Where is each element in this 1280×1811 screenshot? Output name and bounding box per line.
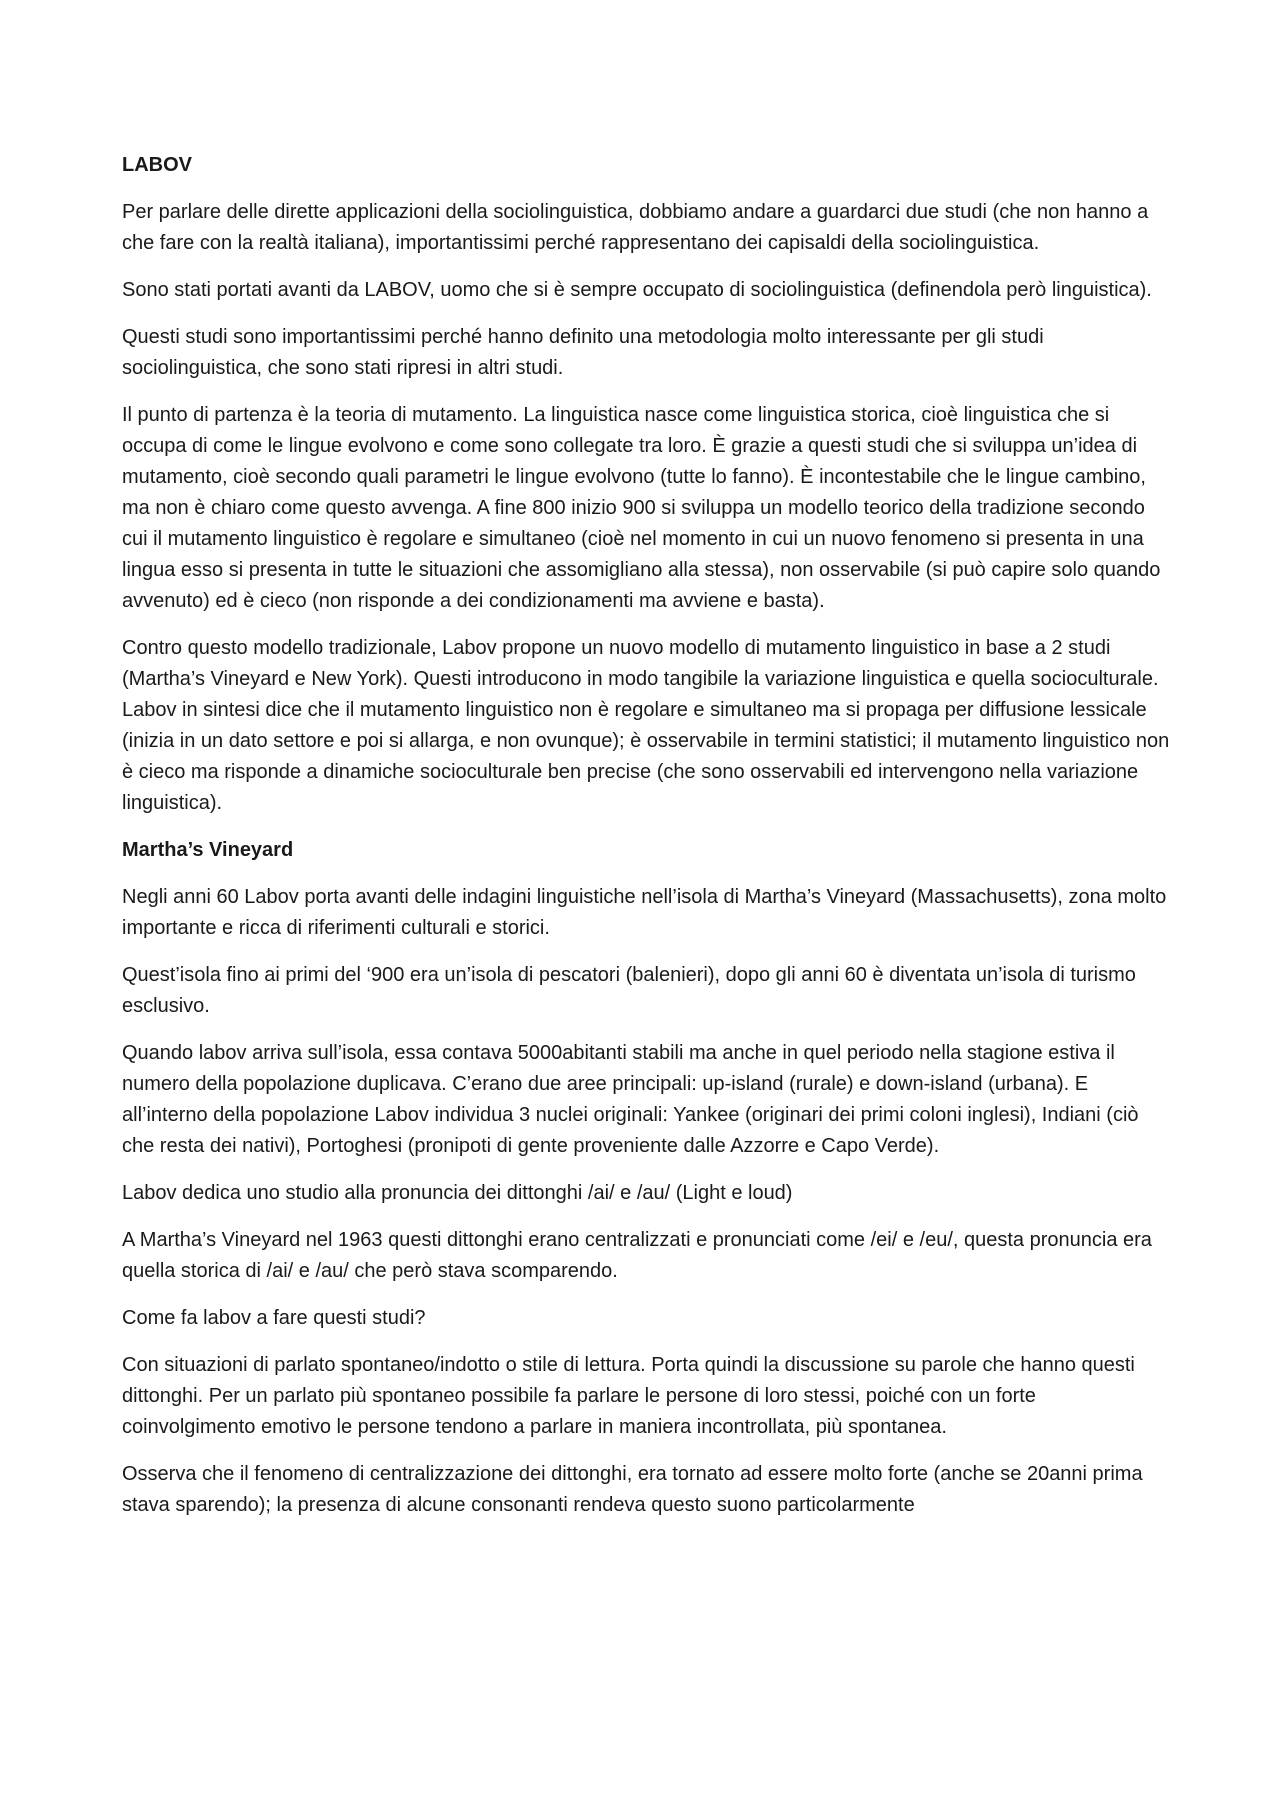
paragraph-new-model: Contro questo modello tradizionale, Labov propone un nuovo modello di mutamento linguistico in base a 2 studi (Martha’s Vineyard e New York). Questi introducono in modo tangibile la variazione linguistica e quella socioculturale. Labov in sintesi dice che il mutamento linguistico non è regolare e simultaneo ma si propaga per diffusione lessicale (inizia in un dato settore e poi si allarga, e non ovunque); è osservabile in termini statistici; il mutamento linguistico non è cieco ma risponde a dinamiche socioculturale ben precise (che sono osservabili ed intervengono nella variazione linguistica). xyxy=(122,637,1170,814)
paragraph-1963: A Martha’s Vineyard nel 1963 questi dittonghi erano centralizzati e pronunciati come /ei/ e /eu/, questa pronuncia era quella storica di /ai/ e /au/ che però stava scomparendo. xyxy=(122,1229,1152,1282)
paragraph-centralizzazione: Osserva che il fenomeno di centralizzazione dei dittonghi, era tornato ad essere molto forte (anche se 20anni prima stava sparendo); la presenza di alcune consonanti rendeva questo suono particolarmente xyxy=(122,1463,1143,1516)
paragraph-intro: Per parlare delle dirette applicazioni della sociolinguistica, dobbiamo andare a guardarci due studi (che non hanno a che fare con la realtà italiana), importantissimi perché rappresentano dei capisaldi della sociolinguistica. xyxy=(122,201,1149,254)
paragraph-parlato: Con situazioni di parlato spontaneo/indotto o stile di lettura. Porta quindi la discussione su parole che hanno questi dittonghi. Per un parlato più spontaneo possibile fa parlare le persone di loro stessi, poiché con un forte coinvolgimento emotivo le persone tendono a parlare in maniera incontrollata, più spontanea. xyxy=(122,1354,1135,1438)
paragraph-labov: Sono stati portati avanti da LABOV, uomo che si è sempre occupato di sociolinguistica (definendola però linguistica). xyxy=(122,279,1152,301)
paragraph-dittonghi: Labov dedica uno studio alla pronuncia dei dittonghi /ai/ e /au/ (Light e loud) xyxy=(122,1182,793,1204)
paragraph-mutamento: Il punto di partenza è la teoria di mutamento. La linguistica nasce come linguistica storica, cioè linguistica che si occupa di come le lingue evolvono e come sono collegate tra loro. È grazie a questi studi che si sviluppa un’idea di mutamento, cioè secondo quali parametri le lingue evolvono (tutte lo fanno). È incontestabile che le lingue cambino, ma non è chiaro come questo avvenga. A fine 800 inizio 900 si sviluppa un modello teorico della tradizione secondo cui il mutamento linguistico è regolare e simultaneo (cioè nel momento in cui un nuovo fenomeno si presenta in una lingua esso si presenta in tutte le situazioni che assomigliano alla stessa), non osservabile (si può capire solo quando avvenuto) ed è cieco (non risponde a dei condizionamenti ma avviene e basta). xyxy=(122,404,1161,612)
paragraph-question: Come fa labov a fare questi studi? xyxy=(122,1307,426,1329)
heading-labov: LABOV xyxy=(122,154,192,176)
paragraph-indagini: Negli anni 60 Labov porta avanti delle indagini linguistiche nell’isola di Martha’s Vineyard (Massachusetts), zona molto importante e ricca di riferimenti culturali e storici. xyxy=(122,886,1167,939)
heading-marthas-vineyard: Martha’s Vineyard xyxy=(122,839,294,861)
paragraph-isola: Quest’isola fino ai primi del ‘900 era un’isola di pescatori (balenieri), dopo gli anni 60 è diventata un’isola di turismo esclusivo. xyxy=(122,964,1136,1017)
paragraph-popolazione: Quando labov arriva sull’isola, essa contava 5000abitanti stabili ma anche in quel periodo nella stagione estiva il numero della popolazione duplicava. C’erano due aree principali: up-island (rurale) e down-island (urbana). E all’interno della popolazione Labov individua 3 nuclei originali: Yankee (originari dei primi coloni inglesi), Indiani (ciò che resta dei nativi), Portoghesi (pronipoti di gente proveniente dalle Azzorre e Capo Verde). xyxy=(122,1042,1139,1157)
paragraph-methodology: Questi studi sono importantissimi perché hanno definito una metodologia molto interessante per gli studi sociolinguistica, che sono stati ripresi in altri studi. xyxy=(122,326,1044,379)
document-page xyxy=(122,150,1172,1537)
